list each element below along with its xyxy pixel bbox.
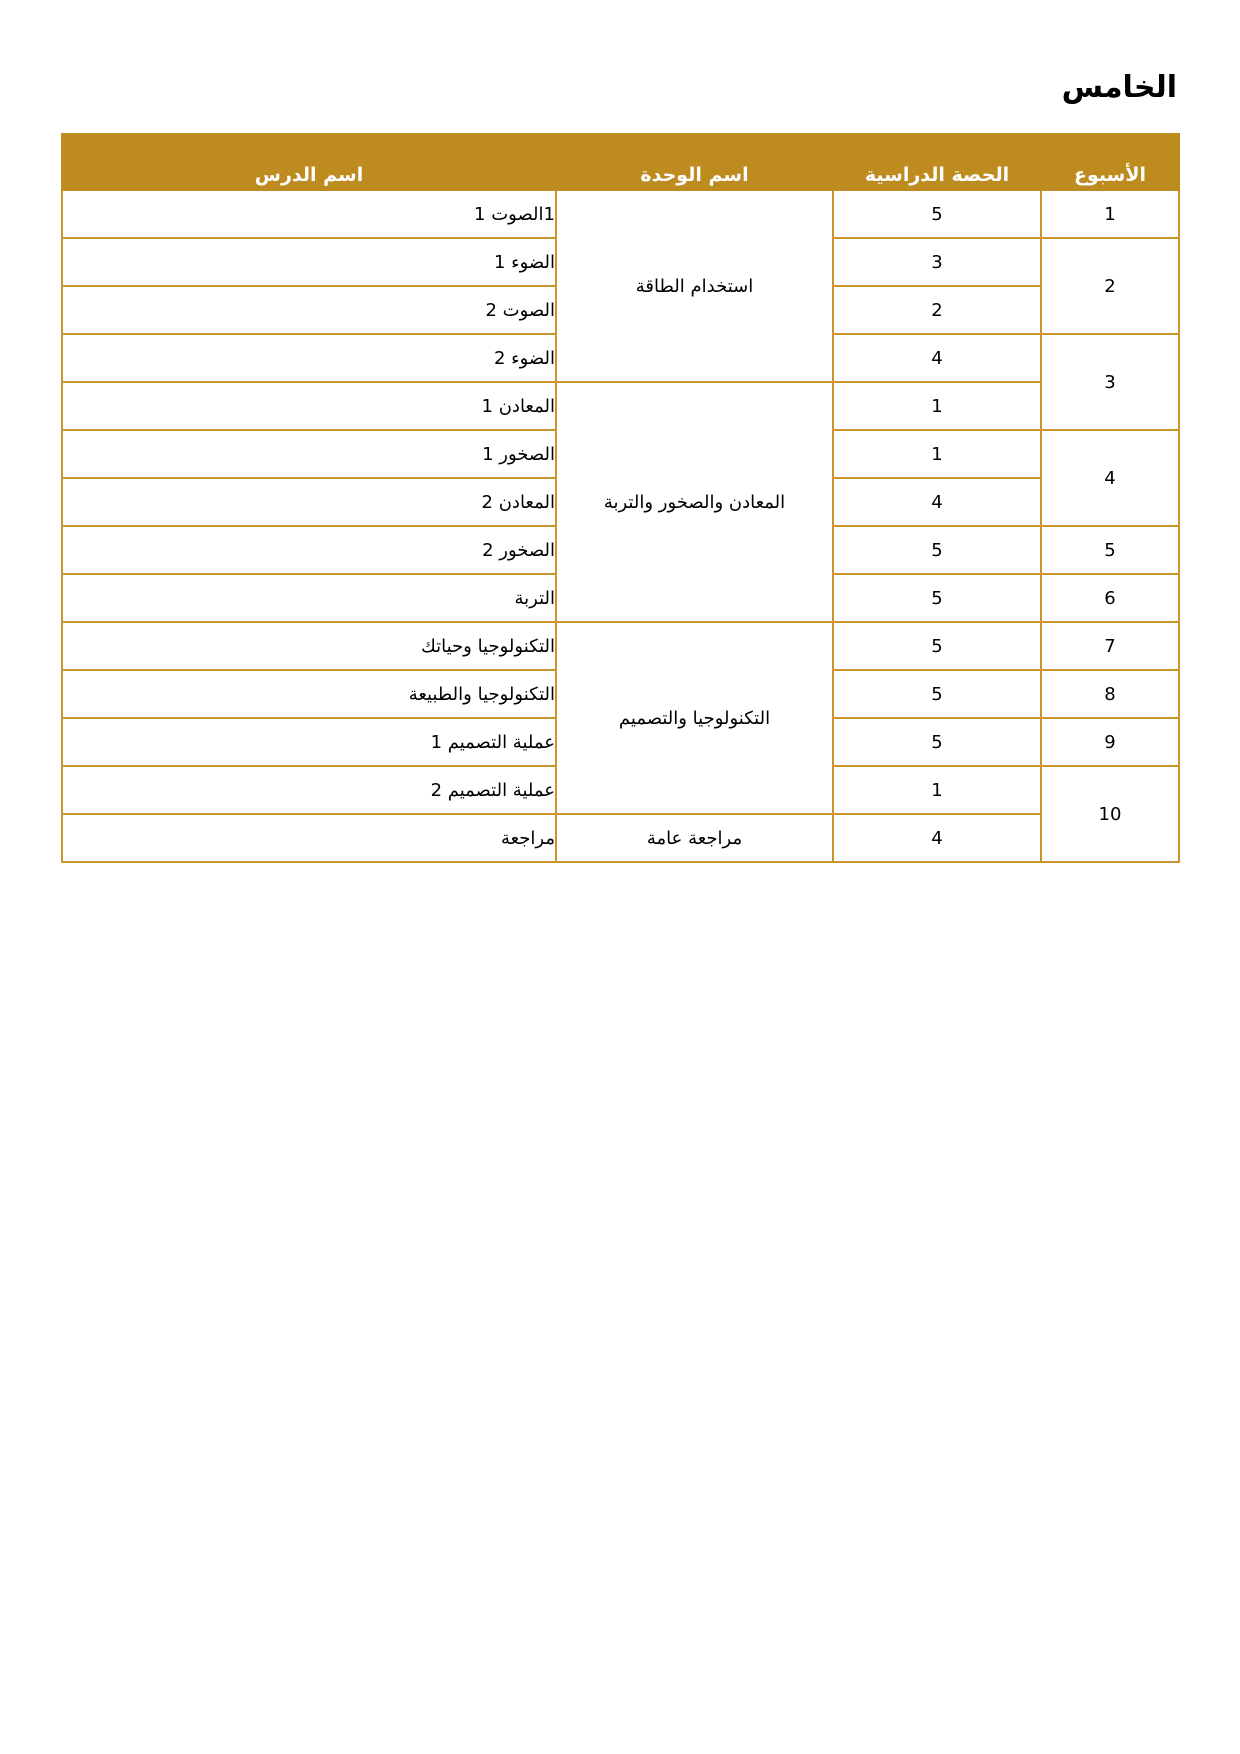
lesson-cell: المعادن 2 (62, 478, 556, 526)
lesson-cell: مراجعة (62, 814, 556, 862)
unit-cell: مراجعة عامة (556, 814, 833, 862)
week-cell: 9 (1041, 718, 1179, 766)
unit-cell: التكنولوجيا والتصميم (556, 622, 833, 814)
week-cell: 3 (1041, 334, 1179, 430)
lesson-cell: التكنولوجيا وحياتك (62, 622, 556, 670)
header-lesson: اسم الدرس (62, 134, 556, 190)
week-cell: 2 (1041, 238, 1179, 334)
periods-cell: 5 (833, 526, 1041, 574)
page-title: الخامس (1061, 70, 1177, 105)
periods-cell: 5 (833, 574, 1041, 622)
header-week: الأسبوع (1041, 134, 1179, 190)
week-cell: 7 (1041, 622, 1179, 670)
week-cell: 1 (1041, 190, 1179, 238)
lesson-cell: 1الصوت 1 (62, 190, 556, 238)
periods-cell: 1 (833, 430, 1041, 478)
table-row (62, 190, 1179, 238)
periods-cell: 5 (833, 622, 1041, 670)
lesson-cell: الضوء 1 (62, 238, 556, 286)
periods-cell: 1 (833, 766, 1041, 814)
curriculum-table (61, 133, 1180, 863)
header-unit: اسم الوحدة (556, 134, 833, 190)
table-row (62, 382, 1179, 430)
week-cell: 5 (1041, 526, 1179, 574)
unit-cell: المعادن والصخور والتربة (556, 382, 833, 622)
periods-cell: 5 (833, 670, 1041, 718)
periods-cell: 3 (833, 238, 1041, 286)
table-row (62, 814, 1179, 862)
lesson-cell: الضوء 2 (62, 334, 556, 382)
lesson-cell: الصخور 1 (62, 430, 556, 478)
week-cell: 4 (1041, 430, 1179, 526)
week-cell: 6 (1041, 574, 1179, 622)
lesson-cell: التكنولوجيا والطبيعة (62, 670, 556, 718)
lesson-cell: التربة (62, 574, 556, 622)
lesson-cell: عملية التصميم 1 (62, 718, 556, 766)
unit-cell: استخدام الطاقة (556, 190, 833, 382)
periods-cell: 2 (833, 286, 1041, 334)
week-cell: 8 (1041, 670, 1179, 718)
lesson-cell: الصوت 2 (62, 286, 556, 334)
header-periods: الحصة الدراسية (833, 134, 1041, 190)
periods-cell: 1 (833, 382, 1041, 430)
week-cell: 10 (1041, 766, 1179, 862)
header-row (62, 134, 1179, 190)
periods-cell: 4 (833, 814, 1041, 862)
periods-cell: 5 (833, 190, 1041, 238)
lesson-cell: عملية التصميم 2 (62, 766, 556, 814)
lesson-cell: المعادن 1 (62, 382, 556, 430)
periods-cell: 4 (833, 478, 1041, 526)
periods-cell: 5 (833, 718, 1041, 766)
lesson-cell: الصخور 2 (62, 526, 556, 574)
periods-cell: 4 (833, 334, 1041, 382)
table-row (62, 622, 1179, 670)
